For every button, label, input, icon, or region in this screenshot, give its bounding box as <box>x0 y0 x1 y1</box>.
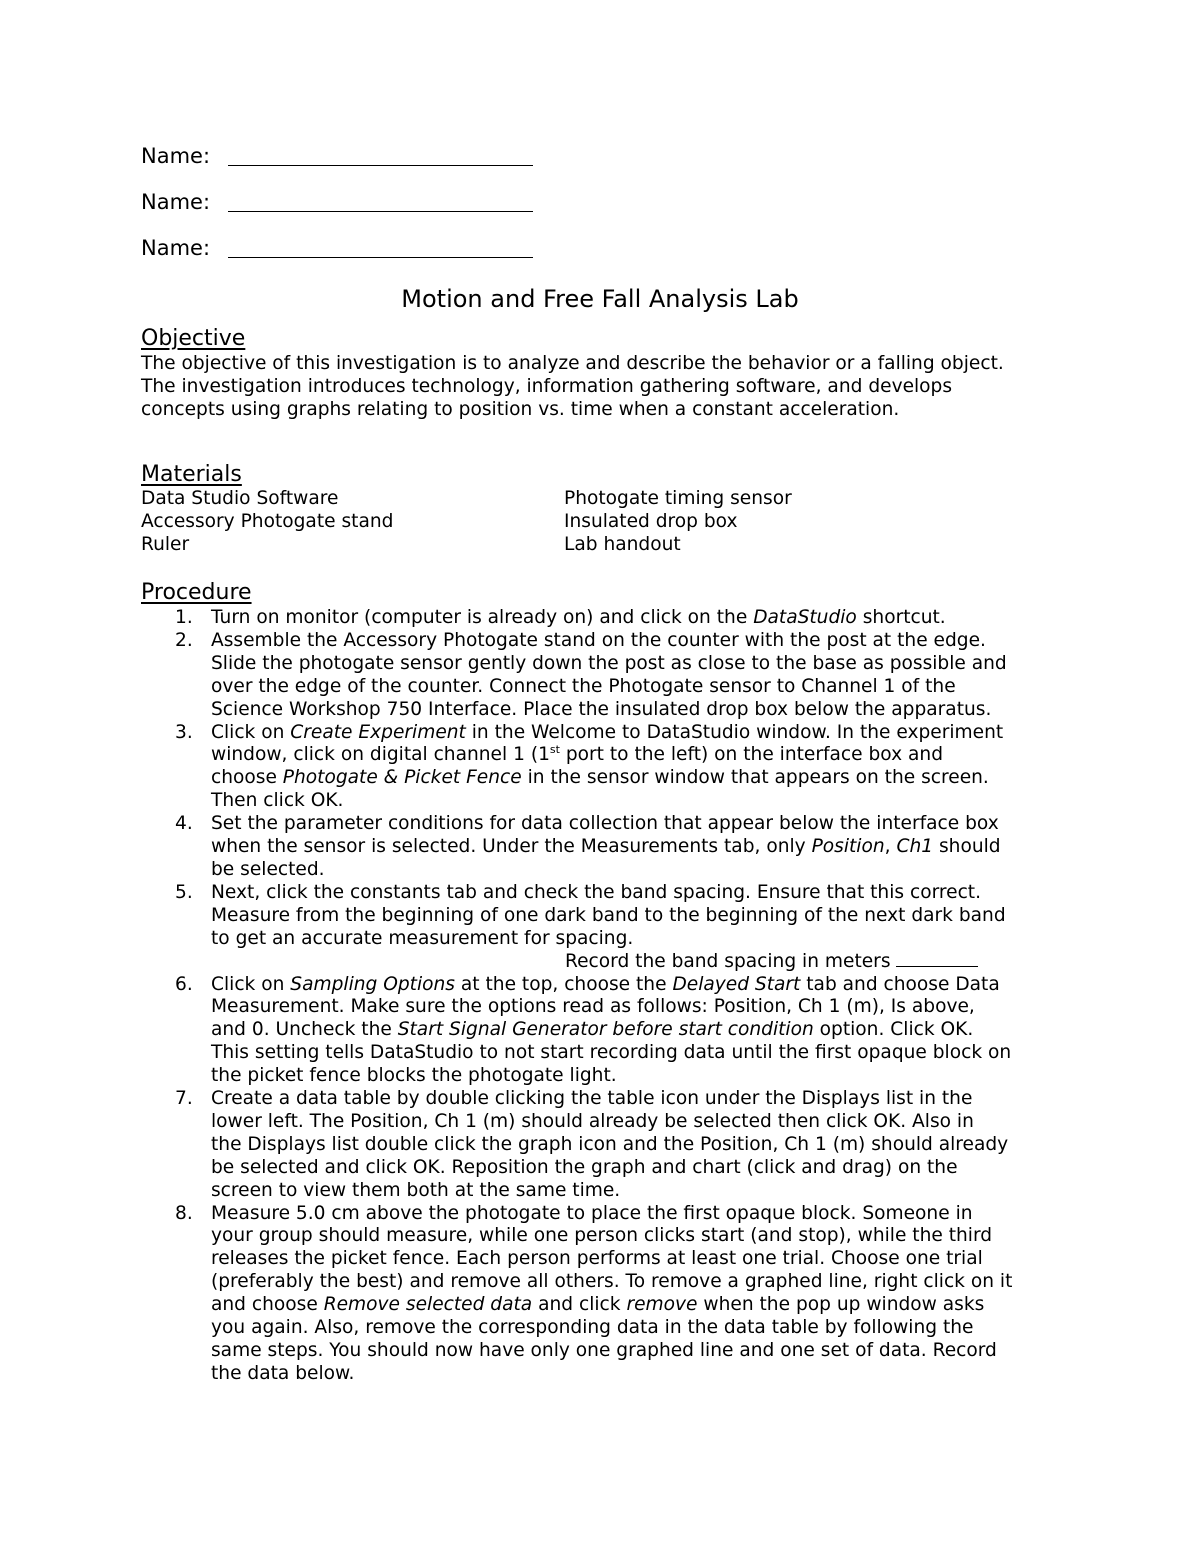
step-italic-text: Photogate & Picket Fence <box>282 767 522 789</box>
step-text: at the top, choose the <box>454 973 673 995</box>
step-line <box>211 1271 1101 1294</box>
step-text: in the sensor window that appears on the screen. <box>521 767 989 789</box>
step-line <box>211 630 1101 653</box>
step-text: releases the picket fence. Each person performs at least one trial. Choose one trial <box>211 1248 983 1270</box>
step-line <box>211 813 1101 836</box>
step-text: tab and choose Data <box>800 973 1000 995</box>
step-line <box>211 836 1101 859</box>
step-line <box>211 1180 1101 1203</box>
step-text: same steps. You should now have only one graphed line and one set of data. Record <box>211 1340 997 1361</box>
step-line <box>211 1363 1101 1386</box>
procedure-step <box>141 607 1101 630</box>
step-number: 4. <box>175 813 193 835</box>
step-line <box>211 1157 1101 1180</box>
step-text: Click on <box>211 973 291 995</box>
step-text: Set the parameter conditions for data collection that appear below the interface box <box>211 813 999 835</box>
step-line <box>211 905 1101 928</box>
procedure-list <box>141 607 1101 1386</box>
step-text: when the sensor is selected. Under the Measurements tab, only <box>211 836 812 858</box>
objective-text <box>141 353 1101 422</box>
step-line <box>211 607 1101 630</box>
step-text: , <box>884 836 897 858</box>
step-text: option. Click OK. <box>813 1019 974 1041</box>
materials-right-column <box>564 488 792 557</box>
step-italic-text: Create Experiment <box>290 721 466 743</box>
name-label: Name: <box>141 236 211 260</box>
materials-heading: Materials <box>141 462 242 487</box>
name-blank-line <box>228 211 533 212</box>
step-text: Measure 5.0 cm above the photogate to place the first opaque block. Someone in <box>211 1202 973 1224</box>
document-title: Motion and Free Fall Analysis Lab <box>401 285 799 313</box>
step-line <box>211 722 1101 745</box>
step-line <box>211 1019 1101 1042</box>
step-text: choose <box>211 767 283 789</box>
step-text: Then click OK. <box>211 790 344 812</box>
step-line <box>211 1225 1101 1248</box>
step-text: Slide the photogate sensor gently down the post as close to the base as possible and <box>211 652 1007 674</box>
step-text: and click <box>532 1294 627 1316</box>
step-line <box>211 928 1101 951</box>
step-text: port to the left) on the interface box and <box>559 744 944 766</box>
objective-line: The investigation introduces technology, information gathering software, and develops <box>141 375 953 397</box>
step-text: the picket fence blocks the photogate light. <box>211 1065 617 1087</box>
step-text: Turn on monitor (computer is already on) and click on the <box>211 607 754 628</box>
step-text: be selected and click OK. Reposition the graph and chart (click and drag) on the <box>211 1156 958 1178</box>
step-number: 2. <box>175 629 193 651</box>
objective-heading: Objective <box>141 326 246 351</box>
step-italic-text: Delayed Start <box>672 973 801 995</box>
step-italic-text: DataStudio <box>753 607 857 628</box>
material-item: Photogate timing sensor <box>564 488 792 509</box>
step-line <box>211 767 1101 790</box>
step-number: 1. <box>175 607 193 628</box>
step-text: your group should measure, while one person clicks start (and stop), while the third <box>211 1225 993 1247</box>
materials-left-column <box>141 488 393 557</box>
material-item: Lab handout <box>564 533 681 555</box>
step-line <box>211 1248 1101 1271</box>
step-line <box>211 744 1101 767</box>
step-italic-text: Position <box>811 836 885 858</box>
material-item: Data Studio Software <box>141 488 339 509</box>
step-line <box>211 1294 1101 1317</box>
step-superscript: st <box>549 743 560 757</box>
step-italic-text: Ch1 <box>896 836 934 858</box>
step-line <box>211 882 1101 905</box>
step-line <box>211 653 1101 676</box>
step-line <box>211 1340 1101 1363</box>
name-field-2 <box>141 190 210 214</box>
step-line <box>211 1134 1101 1157</box>
step-line <box>211 859 1101 882</box>
step-text: the data below. <box>211 1362 355 1384</box>
step-text: lower left. The Position, Ch 1 (m) should already be selected then click OK. Also in <box>211 1110 974 1132</box>
step-number: 8. <box>175 1202 193 1224</box>
step-italic-text: Start Signal Generator before start condition <box>397 1019 814 1041</box>
procedure-step <box>141 882 1101 974</box>
step-text: in the Welcome to DataStudio window. In the experiment <box>465 721 1004 743</box>
material-item: Insulated drop box <box>564 510 738 532</box>
step-text: you again. Also, remove the corresponding data in the data table by following the <box>211 1317 974 1339</box>
step-text: Click on <box>211 721 291 743</box>
step-text: be selected. <box>211 858 325 880</box>
material-item: Accessory Photogate stand <box>141 510 394 532</box>
procedure-step <box>141 1203 1101 1386</box>
step-italic-text: Sampling Options <box>290 973 455 995</box>
step-text: should <box>933 836 1001 858</box>
step-text: shortcut. <box>856 607 946 628</box>
step-line <box>211 974 1101 997</box>
name-label: Name: <box>141 144 211 168</box>
step-line <box>211 790 1101 813</box>
procedure-step <box>141 813 1101 882</box>
step-text: Measure from the beginning of one dark band to the beginning of the next dark band <box>211 904 1006 926</box>
step-line <box>211 676 1101 699</box>
step-text: Create a data table by double clicking the table icon under the Displays list in the <box>211 1088 973 1110</box>
step-line <box>211 1065 1101 1088</box>
step-text: when the pop up window asks <box>697 1294 985 1316</box>
step-text: Science Workshop 750 Interface. Place the insulated drop box below the apparatus. <box>211 698 992 720</box>
material-item: Ruler <box>141 533 190 555</box>
band-spacing-record-line <box>211 951 1101 974</box>
step-line <box>211 996 1101 1019</box>
record-blank-line <box>896 952 978 967</box>
step-line <box>211 1317 1101 1340</box>
step-number: 3. <box>175 721 193 743</box>
step-text: Measurement. Make sure the options read as follows: Position, Ch 1 (m), Is above, <box>211 996 975 1018</box>
name-blank-line <box>228 257 533 258</box>
record-label: Record the band spacing in meters <box>565 950 891 972</box>
procedure-step <box>141 1088 1101 1203</box>
step-line <box>211 1088 1101 1111</box>
step-number: 5. <box>175 881 193 903</box>
name-label: Name: <box>141 190 211 214</box>
step-italic-text: Remove selected data <box>323 1294 533 1316</box>
name-blank-line <box>228 165 533 166</box>
step-text: window, click on digital channel 1 (1 <box>211 744 550 766</box>
step-line <box>211 699 1101 722</box>
step-number: 7. <box>175 1088 193 1110</box>
step-number: 6. <box>175 973 193 995</box>
step-italic-text: remove <box>626 1294 698 1316</box>
step-text: over the edge of the counter. Connect the Photogate sensor to Channel 1 of the <box>211 675 956 697</box>
objective-line: concepts using graphs relating to position vs. time when a constant acceleration. <box>141 398 900 420</box>
procedure-step <box>141 630 1101 722</box>
step-line <box>211 1111 1101 1134</box>
procedure-step <box>141 722 1101 814</box>
step-text: and 0. Uncheck the <box>211 1019 398 1041</box>
name-field-3 <box>141 236 210 260</box>
step-text: (preferably the best) and remove all others. To remove a graphed line, right click on it <box>211 1271 1013 1293</box>
step-text: Assemble the Accessory Photogate stand on the counter with the post at the edge. <box>211 629 986 651</box>
step-text: Next, click the constants tab and check the band spacing. Ensure that this correct. <box>211 881 981 903</box>
step-text: to get an accurate measurement for spacing. <box>211 927 634 949</box>
step-text: screen to view them both at the same time. <box>211 1179 621 1201</box>
step-text: This setting tells DataStudio to not start recording data until the first opaque block on <box>211 1042 1012 1064</box>
step-line <box>211 1042 1101 1065</box>
objective-line: The objective of this investigation is to analyze and describe the behavior or a falling object. <box>141 353 1004 374</box>
step-text: and choose <box>211 1294 324 1316</box>
procedure-step <box>141 974 1101 1089</box>
step-text: the Displays list double click the graph icon and the Position, Ch 1 (m) should already <box>211 1133 1009 1155</box>
name-field-1 <box>141 144 210 168</box>
procedure-heading: Procedure <box>141 580 252 605</box>
step-line <box>211 1203 1101 1226</box>
